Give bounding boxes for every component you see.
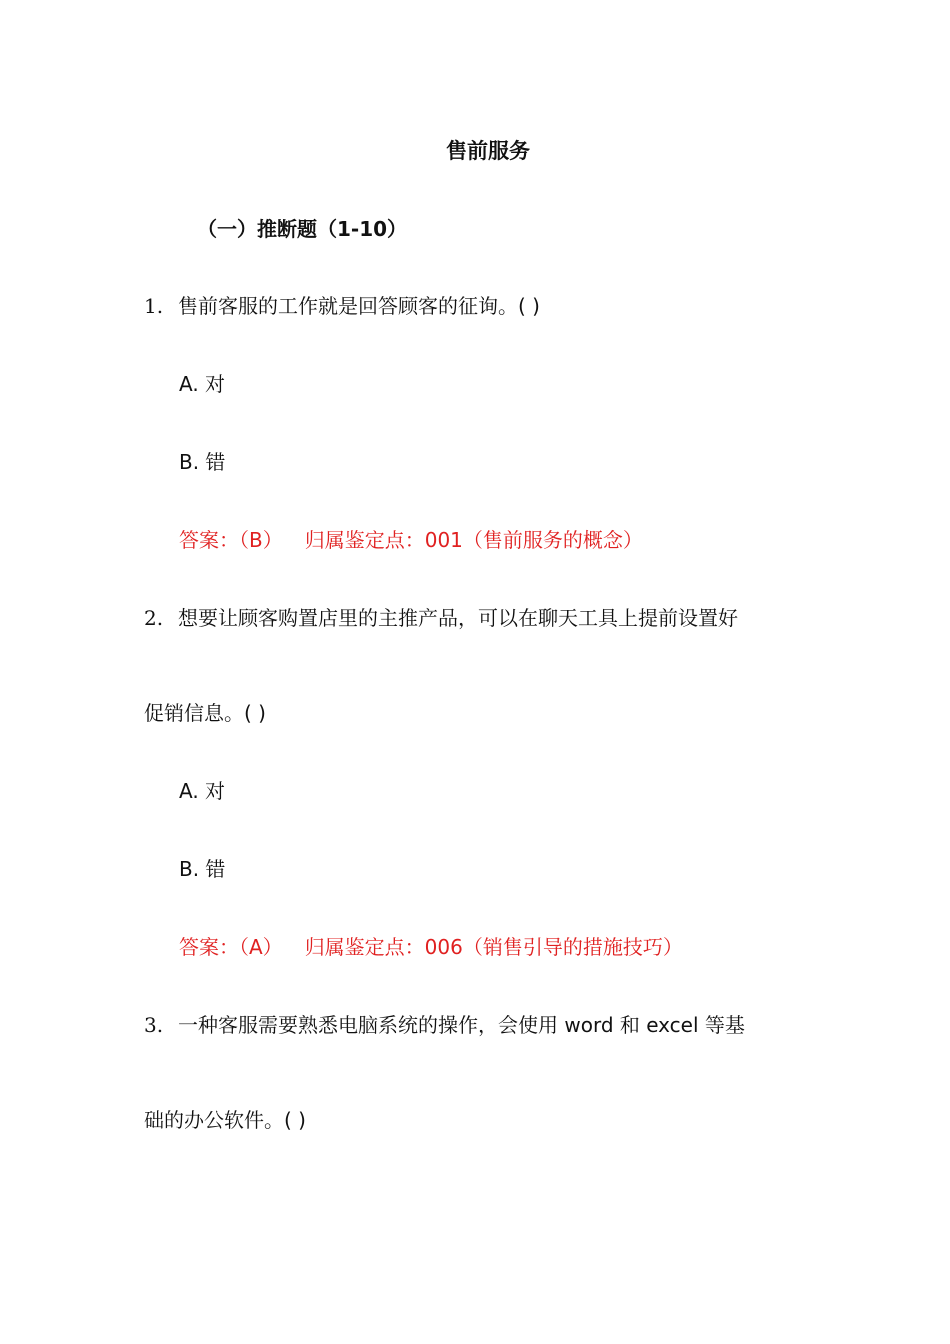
question-number: 2. — [144, 606, 164, 630]
document-title: 售前服务 — [446, 139, 530, 163]
question-1-option-a: A. 对 — [179, 372, 226, 396]
appraisal-point: 归属鉴定点：001（售前服务的概念） — [304, 528, 643, 552]
question-1 — [144, 292, 540, 320]
question-number: 3. — [144, 1013, 164, 1037]
question-2-answer — [179, 933, 683, 961]
question-number: 1. — [144, 294, 164, 318]
question-text: 想要让顾客购置店里的主推产品，可以在聊天工具上提前设置好 — [178, 606, 738, 630]
question-text: 一种客服需要熟悉电脑系统的操作，会使用 word 和 excel 等基 — [178, 1013, 745, 1037]
question-2-option-a: A. 对 — [179, 779, 226, 803]
answer-text: 答案：（A） — [179, 935, 283, 959]
question-text: 售前客服的工作就是回答顾客的征询。( ) — [178, 294, 540, 318]
question-1-option-b: B. 错 — [179, 450, 226, 474]
question-3-continuation: 础的办公软件。( ) — [144, 1108, 306, 1132]
question-1-answer — [179, 526, 643, 554]
question-2-option-b: B. 错 — [179, 857, 226, 881]
question-3 — [144, 1011, 745, 1039]
appraisal-point: 归属鉴定点：006（销售引导的措施技巧） — [304, 935, 683, 959]
question-2-continuation: 促销信息。( ) — [144, 701, 266, 725]
question-2 — [144, 604, 738, 632]
answer-text: 答案：（B） — [179, 528, 283, 552]
section-heading: （一）推断题（1-10） — [197, 217, 408, 241]
